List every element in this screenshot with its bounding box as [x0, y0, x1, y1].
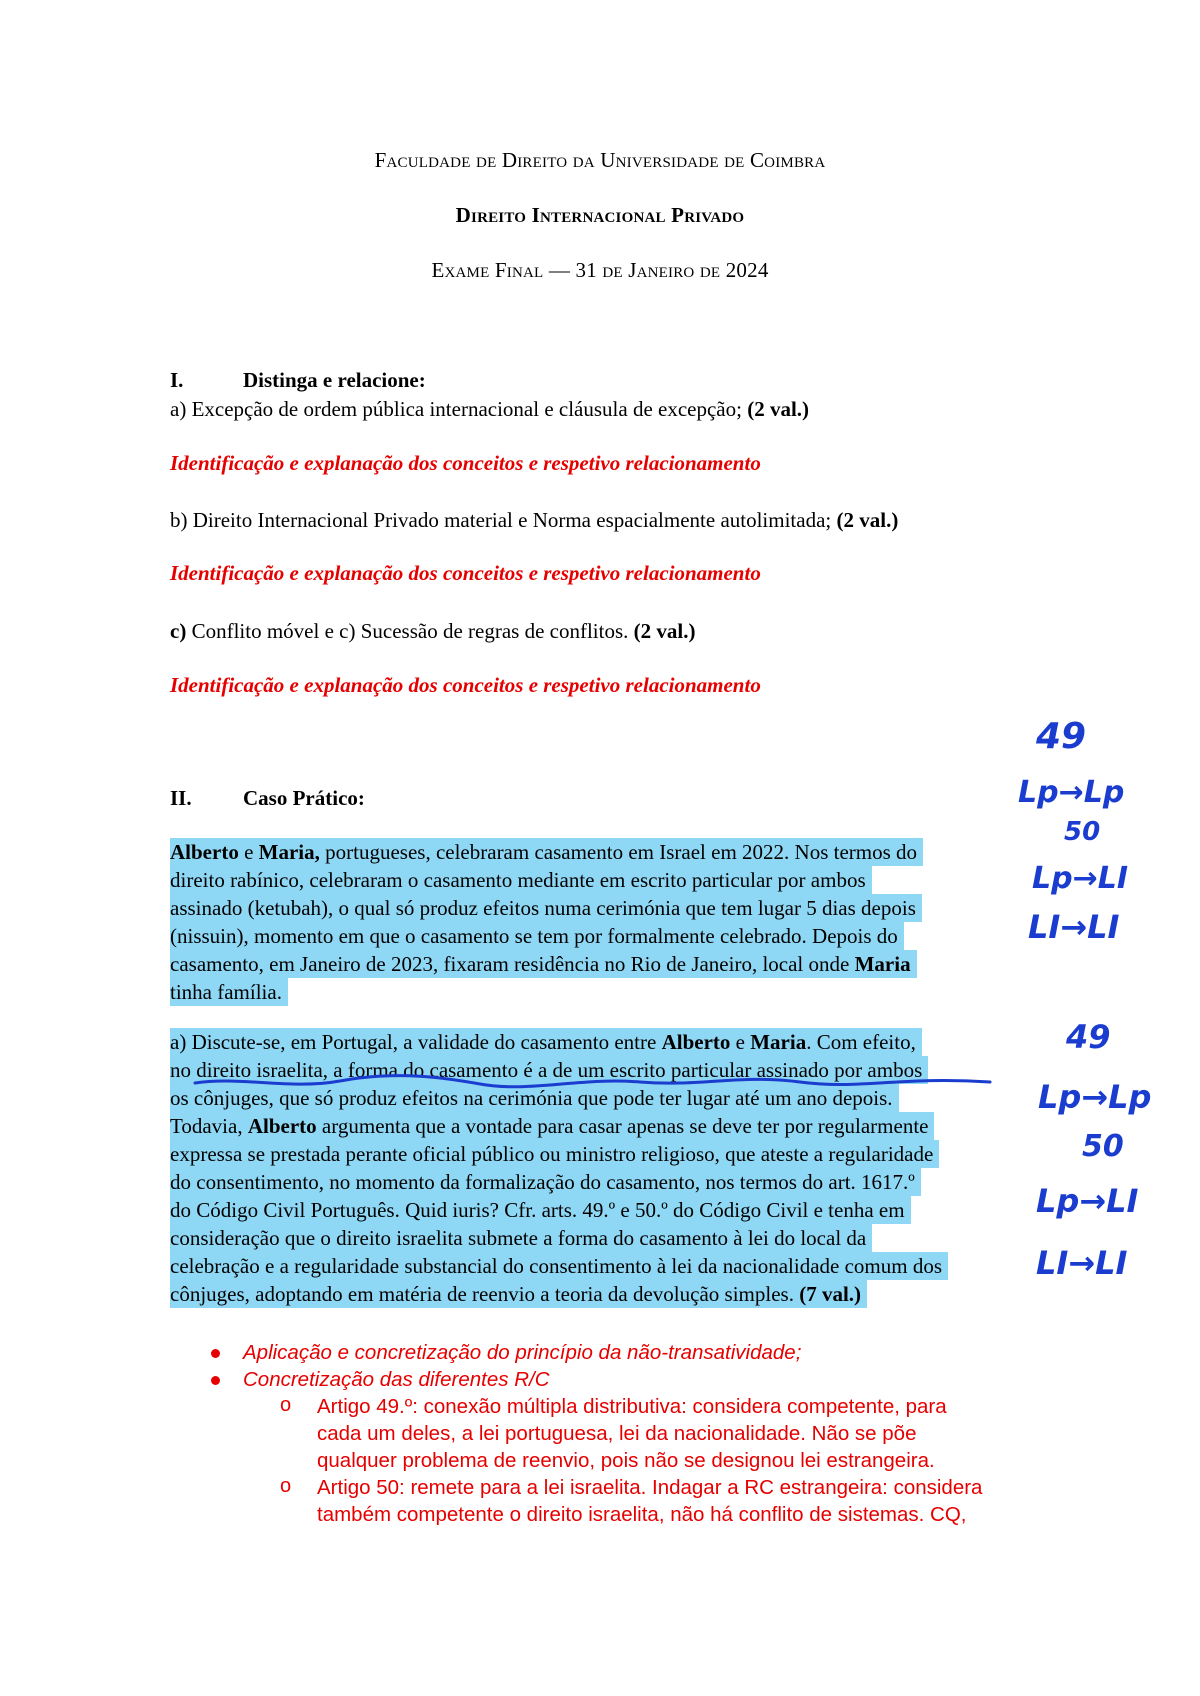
answer-bullet-1: Aplicação e concretização do princípio da não-transatividade;: [243, 1341, 802, 1364]
sub-bullet-marker-1: o: [280, 1394, 292, 1416]
question-1a-value: (2 val.): [747, 397, 810, 421]
note2-li-li: LI→LI: [1036, 1244, 1128, 1282]
course-title: Direito Internacional Privado: [455, 203, 745, 227]
case-line-6: tinha família.: [170, 978, 288, 1006]
q2a-line-4-rest: argumenta que a vontade para casar apenas se deve ter por regularmente: [316, 1114, 929, 1138]
case-line-1: [170, 838, 923, 866]
question-1a: [170, 395, 809, 423]
handwritten-note-2: [1030, 1012, 1200, 1282]
q2a-line-10-text: cônjuges, adoptando em matéria de reenvio a teoria da devolução simples.: [170, 1282, 800, 1306]
case-line-5: [170, 950, 917, 978]
answer-sub-1-line-1: Artigo 49.º: conexão múltipla distributiva: considera competente, para: [317, 1395, 947, 1418]
case-line-4: (nissuin), momento em que o casamento se tem por formalmente celebrado. Depois do: [170, 922, 904, 950]
q2a-line-3: os cônjuges, que só produz efeitos na cerimónia que pode ter lugar até um ano depois.: [170, 1084, 899, 1112]
sub-bullet-marker-2: o: [280, 1475, 292, 1497]
section-2-title: Caso Prático:: [243, 786, 365, 810]
handwritten-note-1: [1010, 710, 1190, 950]
case-line-3: assinado (ketubah), o qual só produz efeitos numa cerimónia que tem lugar 5 dias depois: [170, 894, 922, 922]
question-1b-value: (2 val.): [836, 508, 899, 532]
note2-49: 49: [1066, 1018, 1111, 1056]
bullet-dot-1: [211, 1349, 220, 1358]
q2a-line-9: celebração e a regularidade substancial do consentimento à lei da nacionalidade comum dos: [170, 1252, 948, 1280]
q2a-conj: e: [730, 1030, 751, 1054]
q2a-line-10: [170, 1280, 867, 1308]
question-1a-text: a) Excepção de ordem pública internacional e cláusula de excepção;: [170, 397, 748, 421]
section-2-number: II.: [170, 786, 192, 810]
note1-49: 49: [1036, 716, 1087, 757]
case-line-5-text: casamento, em Janeiro de 2023, fixaram residência no Rio de Janeiro, local onde: [170, 952, 855, 976]
faculty-title: Faculdade de Direito da Universidade de Coimbra: [374, 148, 826, 172]
q2a-maria: Maria: [750, 1030, 807, 1054]
question-1c-text: Conflito móvel e c) Sucessão de regras de conflitos.: [186, 619, 634, 643]
note1-li-li: LI→LI: [1028, 908, 1120, 946]
note2-50: 50: [1082, 1129, 1124, 1164]
question-1c-label: c): [170, 619, 187, 643]
q2a-line-7: do Código Civil Português. Quid iuris? Cfr. arts. 49.º e 50.º do Código Civil e tenha em: [170, 1196, 911, 1224]
q2a-alberto: Alberto: [661, 1030, 731, 1054]
q2a-line-5: expressa se prestada perante oficial público ou ministro religioso, que ateste a regularidade: [170, 1140, 939, 1168]
q2a-line-1-text: a) Discute-se, em Portugal, a validade do casamento entre: [170, 1030, 662, 1054]
q2a-value: (7 val.): [799, 1282, 862, 1306]
q2a-line-1-end: . Com efeito,: [806, 1030, 916, 1054]
answer-sub-2-line-1: Artigo 50: remete para a lei israelita. Indagar a RC estrangeira: considera: [317, 1476, 983, 1499]
exam-title: Exame Final — 31 de Janeiro de 2024: [431, 258, 769, 282]
note2-lp-li: Lp→LI: [1036, 1182, 1139, 1220]
bullet-dot-2: [211, 1376, 220, 1385]
q2a-line-6: do consentimento, no momento da formalização do casamento, nos termos do art. 1617.º: [170, 1168, 921, 1196]
answer-1a: Identificação e explanação dos conceitos e respetivo relacionamento: [170, 451, 761, 475]
note1-50: 50: [1064, 817, 1101, 847]
name-alberto: Alberto: [170, 840, 239, 864]
case-line-1-rest: portugueses, celebraram casamento em Israel em 2022. Nos termos do: [319, 840, 918, 864]
q2a-line-4: [170, 1112, 934, 1140]
q2a-line-2: no direito israelita, a forma do casamento é a de um escrito particular assinado por ambos: [170, 1056, 928, 1084]
q2a-line-8: consideração que o direito israelita submete a forma do casamento à lei do local da: [170, 1224, 872, 1252]
name-maria-2: Maria: [854, 952, 911, 976]
handwritten-note-2-svg: [1030, 1012, 1200, 1282]
section-1-number: I.: [170, 368, 184, 392]
case-line-1-conj: e: [238, 840, 259, 864]
name-maria: Maria,: [258, 840, 320, 864]
question-1b: [170, 506, 898, 534]
section-1-title: Distinga e relacione:: [243, 368, 426, 392]
question-1c: [170, 617, 695, 645]
q2a-alberto-2: Alberto: [247, 1114, 317, 1138]
answer-1c: Identificação e explanação dos conceitos e respetivo relacionamento: [170, 673, 761, 697]
note2-lp-lp: Lp→Lp: [1038, 1078, 1152, 1116]
q2a-line-1: [170, 1028, 922, 1056]
q2a-line-4-start: Todavia,: [170, 1114, 248, 1138]
handwritten-note-1-svg: [1010, 710, 1190, 950]
note1-lp-li: Lp→LI: [1032, 861, 1129, 896]
answer-sub-1-line-2: cada um deles, a lei portuguesa, lei da nacionalidade. Não se põe: [317, 1422, 917, 1445]
case-line-2: direito rabínico, celebraram o casamento mediante em escrito particular por ambos: [170, 866, 872, 894]
answer-bullet-2: Concretização das diferentes R/C: [243, 1368, 550, 1391]
question-1b-text: b) Direito Internacional Privado material e Norma espacialmente autolimitada;: [170, 508, 837, 532]
answer-sub-1-line-3: qualquer problema de reenvio, pois não se designou lei estrangeira.: [317, 1449, 935, 1472]
question-1c-value: (2 val.): [633, 619, 696, 643]
answer-1b: Identificação e explanação dos conceitos e respetivo relacionamento: [170, 561, 761, 585]
answer-sub-2-line-2: também competente o direito israelita, não há conflito de sistemas. CQ,: [317, 1503, 967, 1526]
note1-lp-lp: Lp→Lp: [1018, 775, 1125, 810]
